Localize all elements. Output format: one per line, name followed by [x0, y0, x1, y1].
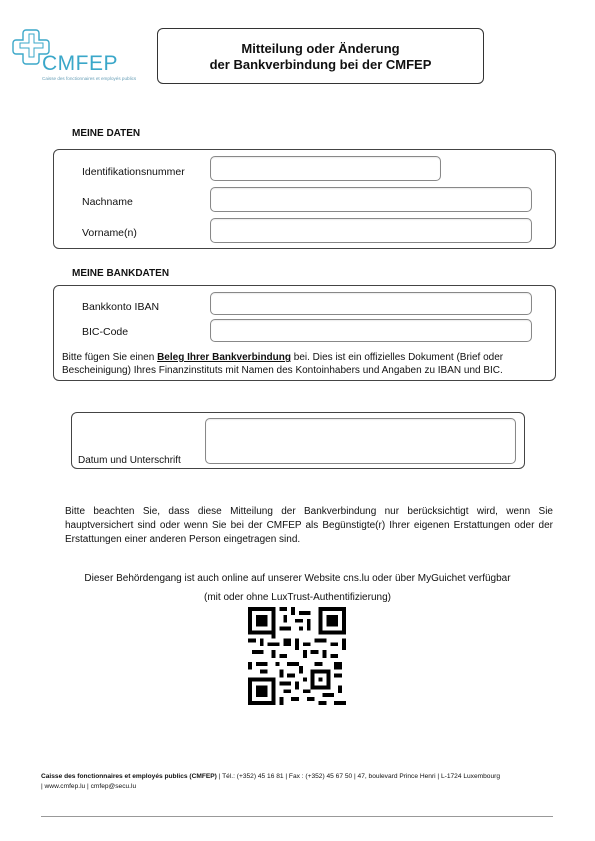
online-info-line: Dieser Behördengang ist auch online auf unserer Website cns.lu oder über MyGuichet verfügbar	[84, 573, 511, 584]
label-nachname: Nachname	[82, 196, 133, 208]
label-iban: Bankkonto IBAN	[82, 301, 160, 313]
identifikationsnummer-input[interactable]	[210, 156, 441, 181]
footer-address	[41, 772, 566, 792]
iban-input[interactable]	[210, 292, 532, 315]
signature-field[interactable]	[205, 418, 516, 464]
footer-web: | www.cmfep.lu | cmfep@secu.lu	[41, 783, 137, 790]
note-bold-link: Beleg Ihrer Bankverbindung	[157, 352, 291, 363]
nachname-input[interactable]	[210, 187, 532, 212]
label-identifikationsnummer: Identifikationsnummer	[82, 166, 185, 178]
section-heading-meine-daten: MEINE DATEN	[72, 128, 141, 139]
footer-contact: | Tél.: (+352) 45 16 81 | Fax : (+352) 45 67 50 | 47, boulevard Prince Henri | L-1724 Luxembourg	[216, 773, 500, 780]
logo-wordmark: CMFEP	[42, 52, 118, 75]
cmfep-logo	[12, 26, 142, 104]
vorname-input[interactable]	[210, 218, 532, 243]
notice-paragraph: Bitte beachten Sie, dass diese Mitteilung der Bankverbindung nur berücksichtigt wird, wenn Sie hauptversichert sind oder wenn Sie bei der CMFEP als Begünstigte(r) Ihrer eigenen Erstattungen oder der Erstattungen einer anderen Person eingetragen sind.	[65, 506, 553, 545]
footer-divider	[41, 816, 553, 817]
section-heading-meine-bankdaten: MEINE BANKDATEN	[72, 268, 170, 279]
label-datum-unterschrift: Datum und Unterschrift	[78, 455, 181, 466]
footer-org: Caisse des fonctionnaires et employés publics (CMFEP)	[41, 773, 217, 780]
label-vorname: Vorname(n)	[82, 227, 137, 239]
label-bic: BIC-Code	[82, 326, 129, 338]
qr-code-icon[interactable]	[248, 607, 346, 705]
title-line-2: der Bankverbindung bei der CMFEP	[209, 57, 432, 72]
online-info-subline: (mit oder ohne LuxTrust-Authentifizierung)	[204, 592, 391, 603]
logo-subtitle: Caisse des fonctionnaires et employés publics	[42, 76, 137, 81]
title-line-1: Mitteilung oder Änderung	[241, 41, 400, 56]
note-prefix: Bitte fügen Sie einen	[62, 352, 158, 363]
bank-proof-note	[62, 351, 550, 377]
bic-input[interactable]	[210, 319, 532, 342]
note-suffix: bei. Dies ist ein offizielles Dokument (Brief oder Bescheinigung) Ihres Finanzinstituts mit Namen des Kontoinhabers und Angaben zu IBAN und BIC.	[62, 352, 504, 376]
document-title-box	[157, 28, 484, 84]
